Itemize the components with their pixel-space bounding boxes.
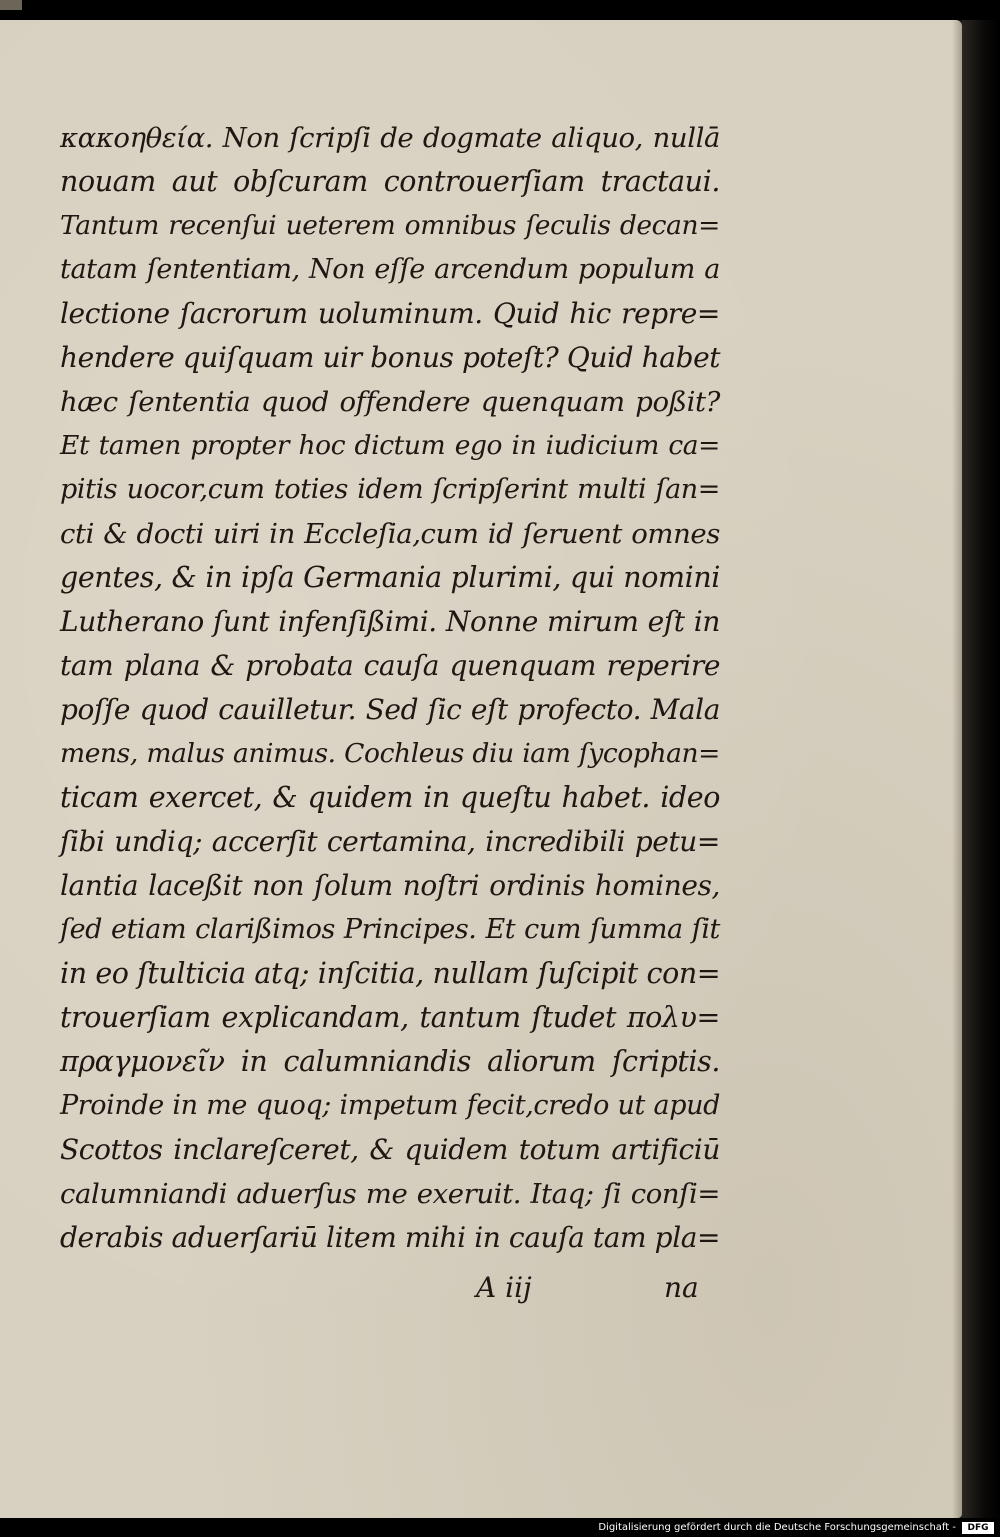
text-line: derabis aduerſariū litem mihi in cauſa tam pla= xyxy=(60,1221,721,1254)
text-line: κακοηθεία. Non ſcripſi de dogmate aliquo, nullā xyxy=(60,122,720,154)
text-line: tam plana & probata cauſa quenquam reperire xyxy=(60,649,720,682)
catchword: na xyxy=(664,1271,699,1304)
text-line: hendere quiſquam uir bonus poteſt? Quid habet xyxy=(60,341,721,374)
text-line: poſſe quod cauilletur. Sed ſic eſt profecto. Mala xyxy=(60,693,720,726)
text-line: lectione ſacrorum uoluminum. Quid hic repre= xyxy=(60,297,720,330)
text-line: ſed etiam clarißimos Principes. Et cum ſumma ſit xyxy=(60,914,720,945)
text-line: ſibi undiq; accerſit certamina, incredibili petu= xyxy=(60,825,720,858)
text-line: Scottos inclareſceret, & quidem totum artificiū xyxy=(60,1133,720,1166)
book-binding-shadow xyxy=(962,20,1000,1518)
text-line: tatam ſententiam, Non eſſe arcendum populum a xyxy=(60,254,720,285)
signature-mark: A iij xyxy=(476,1271,532,1304)
text-line: Et tamen propter hoc dictum ego in iudicium ca= xyxy=(60,430,720,461)
dfg-logo: DFG xyxy=(962,1522,994,1534)
text-line: in eo ſtulticia atq; inſcitia, nullam ſuſcipit con= xyxy=(60,957,721,990)
text-line: Lutherano ſunt infenſißimi. Nonne mirum eſt in xyxy=(60,605,720,638)
text-line: nouam aut obſcuram controuerſiam tractaui. xyxy=(60,165,720,198)
text-line: gentes, & in ipſa Germania plurimi, qui nomini xyxy=(60,561,720,594)
page-edge-shadow xyxy=(952,20,962,1518)
text-line: cti & docti uiri in Eccleſia,cum id ſeruent omnes xyxy=(60,518,720,550)
text-line: mens, malus animus. Cochleus diu iam ſycophan= xyxy=(60,738,720,769)
text-line: calumniandi aduerſus me exeruit. Itaq; ſi conſi= xyxy=(60,1178,720,1210)
text-block xyxy=(60,116,720,1260)
footer-credit: Digitalisierung gefördert durch die Deutsche Forschungsgemeinschaft - xyxy=(598,1522,956,1533)
text-line: trouerſiam explicandam, tantum ſtudet πολυ= xyxy=(60,1001,720,1034)
scan-corner-mark xyxy=(0,0,22,10)
text-line: Proinde in me quoq; impetum fecit,credo ut apud xyxy=(60,1090,720,1121)
text-line: ticam exercet, & quidem in queſtu habet. ideo xyxy=(60,781,720,814)
text-line: πραγμονεῖν in calumniandis aliorum ſcriptis. xyxy=(60,1045,720,1078)
text-line: pitis uocor,cum toties idem ſcripſerint multi ſan= xyxy=(60,474,720,505)
text-line: lantia laceßit non ſolum noſtri ordinis homines, xyxy=(60,869,720,902)
text-line: hæc ſententia quod offendere quenquam poßit? xyxy=(60,386,720,418)
text-line: Tantum recenſui ueterem omnibus ſeculis decan= xyxy=(60,210,720,241)
